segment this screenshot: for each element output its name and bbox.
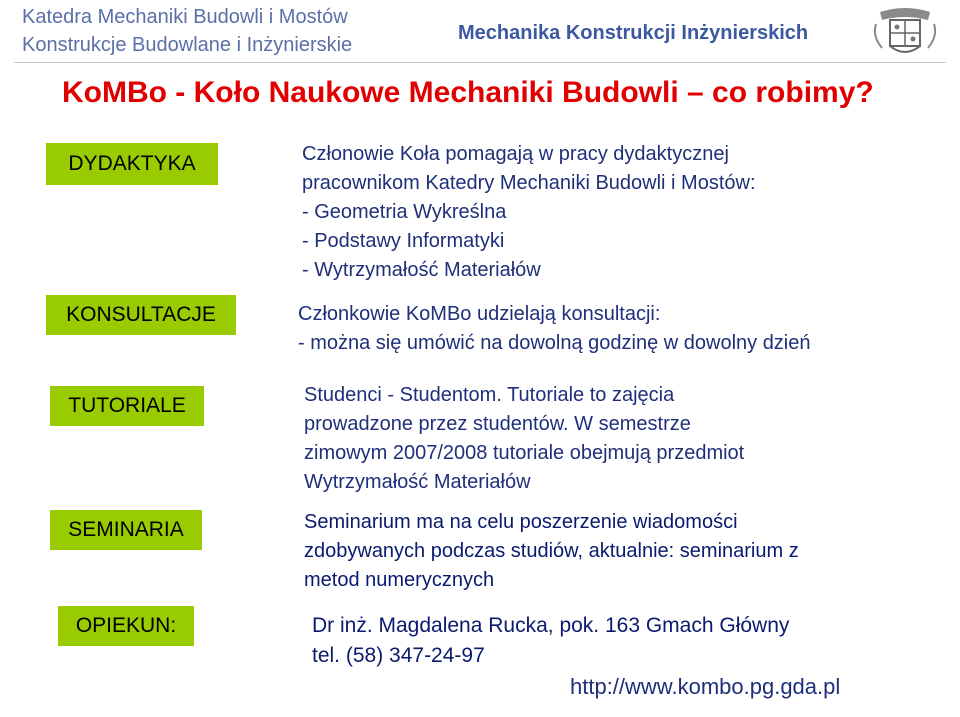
header-divider [14,62,946,63]
opiekun-contact [312,611,789,671]
tag-dydaktyka: DYDAKTYKA [46,143,218,185]
university-crest-icon [870,6,940,58]
text-line: pracownikom Katedry Mechaniki Budowli i Mostów: [302,172,756,194]
text-line: - można się umówić na dowolną godzinę w dowolny dzień [298,332,811,354]
supervisor-phone: tel. (58) 347-24-97 [312,644,485,667]
text-line: zimowym 2007/2008 tutoriale obejmują przedmiot [304,442,745,464]
text-line: - Wytrzymałość Materiałów [302,259,541,281]
text-line: zdobywanych podczas studiów, aktualnie: seminarium z [304,540,799,562]
tag-tutoriale: TUTORIALE [50,386,204,426]
department-name: Katedra Mechaniki Budowli i Mostów [22,6,348,28]
course-name: Mechanika Konstrukcji Inżynierskich [458,22,809,44]
text-line: metod numerycznych [304,569,495,591]
tag-opiekun: OPIEKUN: [58,606,194,646]
konsultacje-description [298,300,811,358]
tag-konsultacje: KONSULTACJE [46,295,236,335]
dydaktyka-description [302,140,756,285]
text-line: - Podstawy Informatyki [302,230,505,252]
text-line: - Geometria Wykreślna [302,201,507,223]
text-line: Studenci - Studentom. Tutoriale to zajęcia [304,384,675,406]
tag-seminaria: SEMINARIA [50,510,202,550]
page-title: KoMBo - Koło Naukowe Mechaniki Budowli – co robimy? [62,76,874,109]
faculty-name: Konstrukcje Budowlane i Inżynierskie [22,34,353,56]
tutoriale-description [304,381,744,497]
text-line: Seminarium ma na celu poszerzenie wiadomości [304,511,738,533]
text-line: Wytrzymałość Materiałów [304,471,531,493]
text-line: Członowie Koła pomagają w pracy dydaktycznej [302,143,729,165]
supervisor-name: Dr inż. Magdalena Rucka, pok. 163 Gmach Główny [312,614,790,637]
website-link[interactable]: http://www.kombo.pg.gda.pl [570,674,841,699]
seminaria-description [304,508,799,595]
text-line: Członkowie KoMBo udzielają konsultacji: [298,303,661,325]
text-line: prowadzone przez studentów. W semestrze [304,413,691,435]
slide-header [0,0,960,70]
